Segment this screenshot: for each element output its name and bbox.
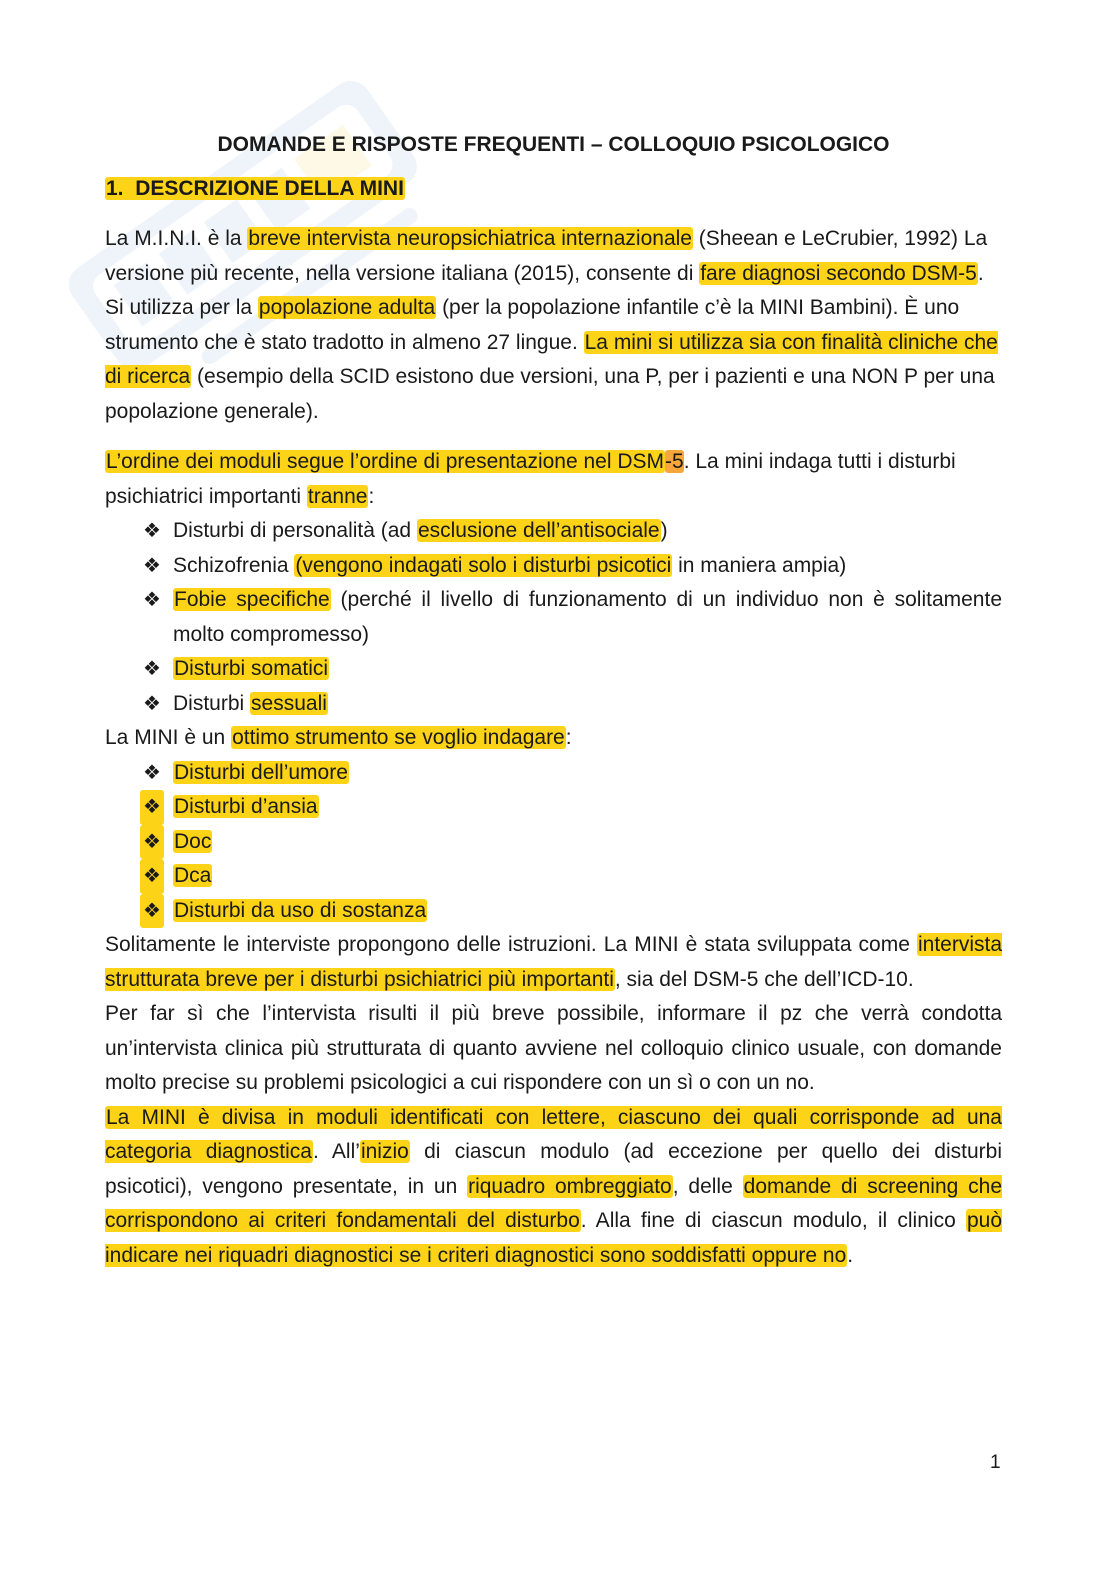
text-run: Disturbi <box>173 691 251 715</box>
text-run: ) <box>660 519 668 542</box>
highlighted-text: inizio <box>360 1140 409 1163</box>
text-run: Solitamente le interviste propongono delle istruzioni. La MINI è stata sviluppata come <box>105 933 917 956</box>
diamond-bullet-icon: ❖ <box>140 859 164 894</box>
document-title: DOMANDE E RISPOSTE FREQUENTI – COLLOQUIO PSICOLOGICO <box>217 133 890 156</box>
text-run: : <box>565 726 572 749</box>
text-run: . Si utilizza per la <box>105 261 984 319</box>
text-run: . <box>847 1243 854 1267</box>
highlighted-text: breve intervista neuropsichiatrica internazionale <box>248 227 692 250</box>
section-number: 1. <box>106 177 124 200</box>
highlighted-text: sessuali <box>251 691 327 715</box>
highlighted-text: Doc <box>174 829 212 853</box>
list-item <box>140 825 1002 860</box>
list-item <box>140 652 1002 687</box>
list-item <box>140 859 1002 894</box>
highlighted-text: domande di screening che corrispondono ai criteri fondamentali del disturbo <box>105 1174 1003 1232</box>
highlighted-text: fare diagnosi secondo DSM-5 <box>700 261 977 285</box>
highlighted-text-orange: -5 <box>665 450 684 473</box>
highlighted-text: tranne <box>307 484 368 508</box>
indications-list <box>105 756 1002 929</box>
diamond-bullet-icon: ❖ <box>143 658 161 680</box>
diamond-bullet-icon: ❖ <box>143 554 161 577</box>
highlighted-text: La MINI è divisa in moduli identificati con lettere, ciascuno dei quali corrisponde ad una categoria diagnostica <box>105 1105 1002 1163</box>
text-run: in maniera ampia) <box>672 553 847 577</box>
list-item <box>140 549 1002 584</box>
text-run: (esempio della SCID esistono due versioni, una P, per i pazienti e una NON P per una popolazione generale). <box>105 365 995 423</box>
list-item <box>140 687 1002 722</box>
highlighted-text: Fobie specifiche <box>174 588 330 611</box>
diamond-bullet-icon: ❖ <box>140 894 164 929</box>
list-item <box>140 756 1002 791</box>
text-run: (perché il livello di funzionamento di un individuo non è solitamente molto compromesso) <box>173 588 1002 646</box>
text-run: La MINI è un <box>105 726 232 749</box>
paragraph-module-order <box>105 445 1002 514</box>
highlighted-text: L’ordine dei moduli segue l’ordine di presentazione nel DSM <box>106 450 665 473</box>
list-item <box>140 894 1002 929</box>
diamond-bullet-icon: ❖ <box>140 825 164 860</box>
list-item <box>140 583 1002 652</box>
highlighted-text: Disturbi dell’umore <box>174 760 348 784</box>
section-title: DESCRIZIONE DELLA MINI <box>135 177 404 200</box>
text-run: di ciascun modulo (ad eccezione per quello dei disturbi psicotici), vengono presentate, in un <box>105 1140 1003 1198</box>
highlighted-text: riquadro ombreggiato <box>468 1174 672 1198</box>
section-heading <box>105 172 1002 206</box>
paragraph-intro <box>105 222 1002 429</box>
highlighted-text: esclusione dell’antisociale <box>417 519 660 542</box>
page-number: 1 <box>990 1452 1001 1473</box>
highlighted-text: Disturbi somatici <box>174 657 329 680</box>
text-run: (Sheean e LeCrubier, 1992) La versione più recente, nella versione italiana (2015), consente di <box>105 227 988 285</box>
diamond-bullet-icon: ❖ <box>143 761 161 784</box>
paragraph-indications <box>105 721 1002 756</box>
text-run: Schizofrenia <box>173 553 295 577</box>
paragraph-modules <box>105 1101 1002 1274</box>
diamond-bullet-icon: ❖ <box>140 790 164 825</box>
highlighted-text: intervista strutturata breve per i disturbi psichiatrici più importanti <box>105 933 1002 991</box>
diamond-bullet-icon: ❖ <box>143 589 161 611</box>
highlighted-text: popolazione adulta <box>258 296 436 319</box>
document-page <box>105 128 1002 1273</box>
text-run: (per la popolazione infantile c’è la MINI Bambini). È uno strumento che è stato tradotto in almeno 27 lingue. <box>105 296 960 354</box>
highlighted-text: può indicare nei riquadri diagnostici se i criteri diagnostici sono soddisfatti oppure no <box>105 1209 1003 1267</box>
text-run: Disturbi di personalità (ad <box>173 519 417 542</box>
text-run: . All’ <box>312 1140 360 1163</box>
text-run: La M.I.N.I. è la <box>105 227 248 250</box>
text-run: : <box>368 484 375 508</box>
highlighted-text: Dca <box>174 864 212 887</box>
text-run: , delle <box>672 1174 743 1198</box>
highlighted-text: Disturbi d’ansia <box>174 795 318 818</box>
highlighted-text: Disturbi da uso di sostanza <box>174 898 427 922</box>
highlighted-text: ottimo strumento se voglio indagare <box>232 726 565 749</box>
text-run: , sia del DSM-5 che dell’ICD-10. <box>614 967 914 991</box>
paragraph-procedure: Per far sì che l’intervista risulti il più breve possibile, informare il pz che verrà condotta un’intervista clinica più strutturata di quanto avviene nel colloquio clinico usuale, con domande molto precise su problemi psicologici a cui rispondere con un sì o con un no. <box>105 1002 1002 1094</box>
paragraph-instructions <box>105 928 1002 997</box>
highlighted-text: (vengono indagati solo i disturbi psicotici <box>295 553 672 577</box>
list-item <box>140 514 1002 549</box>
section-heading-highlight <box>105 177 405 200</box>
diamond-bullet-icon: ❖ <box>143 692 161 715</box>
exclusions-list <box>105 514 1002 721</box>
diamond-bullet-icon: ❖ <box>143 520 161 542</box>
text-run: . Alla fine di ciascun modulo, il clinico <box>580 1209 966 1232</box>
list-item <box>140 790 1002 825</box>
text-run: . La mini indaga tutti i disturbi psichiatrici importanti <box>105 450 956 508</box>
highlighted-text: La mini si utilizza sia con finalità cliniche che di ricerca <box>105 330 998 388</box>
